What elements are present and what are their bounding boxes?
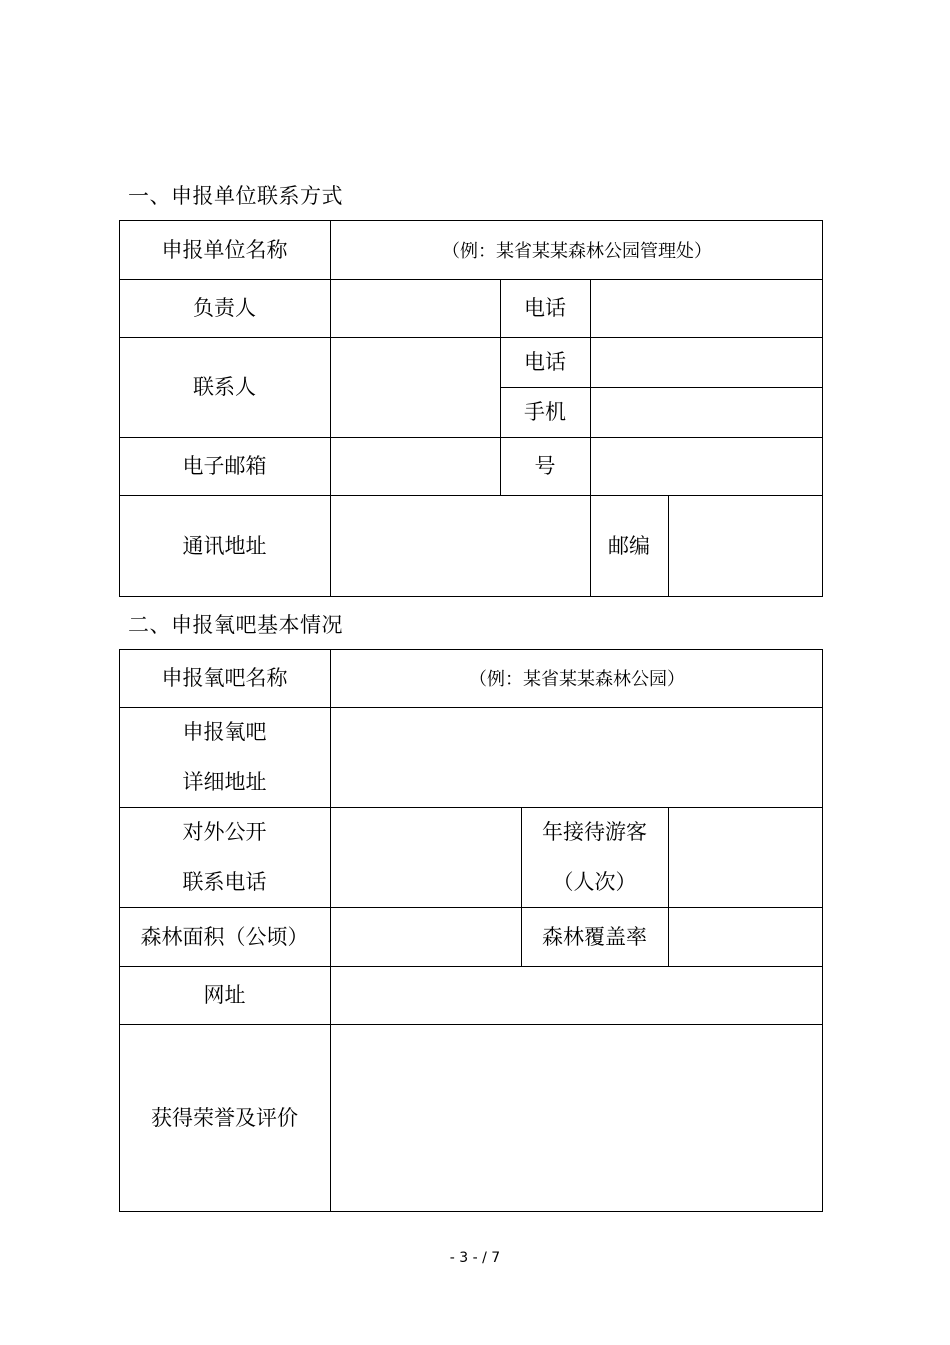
page-number: - 3 - / 7 <box>449 1250 501 1266</box>
address-label: 通讯地址 <box>182 533 267 558</box>
honors-label: 获得荣誉及评价 <box>151 1105 298 1130</box>
bar-address-field[interactable] <box>331 708 823 807</box>
contact-phone-label: 电话 <box>524 350 566 374</box>
coverage-field[interactable] <box>669 908 823 966</box>
visitors-label-line1: 年接待游客 <box>542 820 647 844</box>
public-phone-field[interactable] <box>331 808 521 907</box>
honors-field[interactable] <box>331 1025 823 1211</box>
email-label: 电子邮箱 <box>182 454 267 478</box>
visitors-label-line2: （人次） <box>552 870 637 894</box>
visitors-label <box>521 807 668 907</box>
website-field[interactable] <box>331 967 823 1024</box>
contact-mobile-field[interactable] <box>591 388 823 437</box>
section2-heading: 二、申报氧吧基本情况 <box>128 613 343 637</box>
forest-area-label: 森林面积（公顷） <box>140 924 309 949</box>
public-phone-label-line1: 对外公开 <box>182 820 267 844</box>
bar-address-label-line2: 详细地址 <box>182 770 267 794</box>
visitors-field[interactable] <box>669 808 823 907</box>
website-label: 网址 <box>203 983 246 1007</box>
leader-label: 负责人 <box>193 296 256 320</box>
forest-area-field[interactable] <box>331 908 521 966</box>
section1-heading: 一、申报单位联系方式 <box>128 184 343 208</box>
contact-mobile-label: 手机 <box>524 400 566 424</box>
public-phone-label <box>119 807 330 907</box>
email-number-label: 号 <box>534 454 556 478</box>
public-phone-label-line2: 联系电话 <box>182 870 267 894</box>
address-field[interactable] <box>331 496 590 596</box>
contact-field[interactable] <box>331 338 500 437</box>
unit-name-label: 申报单位名称 <box>161 237 288 262</box>
contact-label: 联系人 <box>193 375 256 399</box>
leader-phone-label: 电话 <box>524 296 566 320</box>
leader-phone-field[interactable] <box>591 280 823 337</box>
email-number-field[interactable] <box>591 438 823 495</box>
postcode-label: 邮编 <box>608 533 650 558</box>
contact-phone-field[interactable] <box>591 338 823 387</box>
bar-name-label: 申报氧吧名称 <box>161 666 288 690</box>
bar-address-label <box>119 707 330 807</box>
bar-address-label-line1: 申报氧吧 <box>182 720 267 744</box>
postcode-field[interactable] <box>669 496 823 596</box>
email-field[interactable] <box>331 438 500 495</box>
unit-name-field[interactable]: （例：某省某某森林公园管理处） <box>442 240 712 262</box>
coverage-label: 森林覆盖率 <box>542 924 647 949</box>
leader-field[interactable] <box>331 280 500 337</box>
bar-name-field[interactable]: （例：某省某某森林公园） <box>469 669 685 690</box>
